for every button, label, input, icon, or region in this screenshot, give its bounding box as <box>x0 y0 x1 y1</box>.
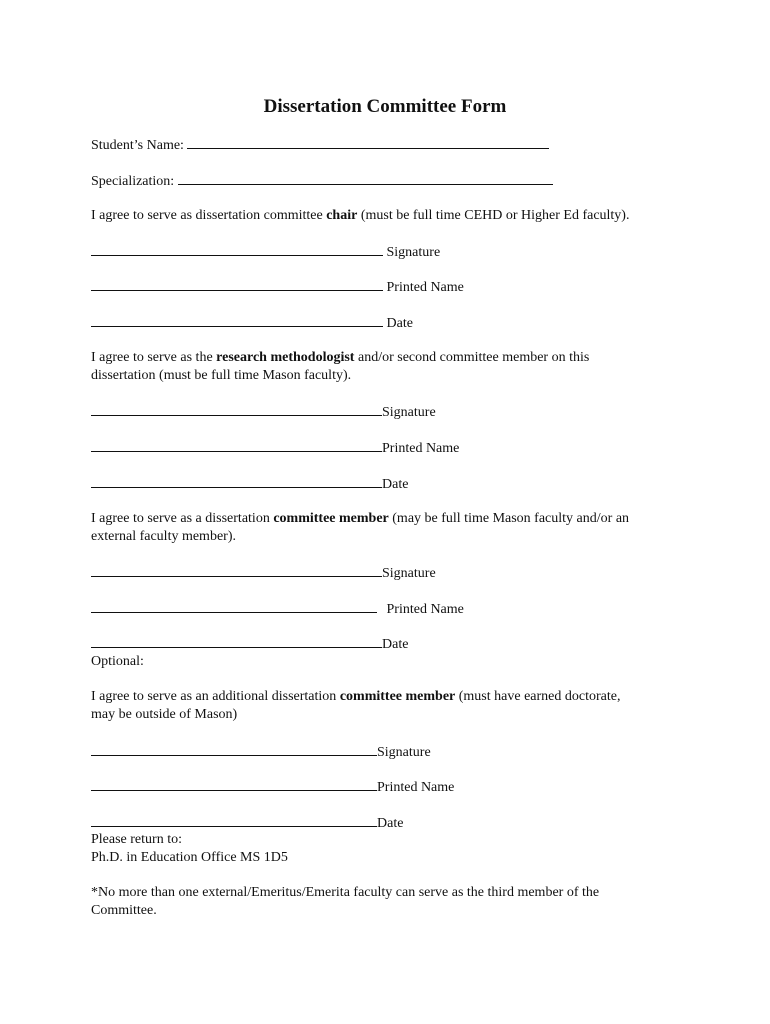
additional-intro <box>91 688 620 706</box>
member-intro-text: I agree to serve as a dissertation <box>91 511 274 526</box>
member-intro-suffix: (may be full time Mason faculty and/or an <box>388 511 630 526</box>
member-printed-name-field[interactable] <box>91 599 377 613</box>
additional-date-label: Date <box>377 816 404 831</box>
specialization-field[interactable] <box>178 171 553 185</box>
student-name-field[interactable] <box>187 135 549 149</box>
methodologist-date-row <box>91 474 408 494</box>
chair-date-field[interactable] <box>91 313 383 327</box>
member-printed-name-row <box>91 599 464 619</box>
chair-signature-label: Signature <box>386 245 441 260</box>
footnote-line2: Committee. <box>91 903 157 918</box>
additional-intro-text: I agree to serve as an additional dissertation <box>91 689 340 704</box>
member-date-label: Date <box>382 637 409 652</box>
footnote-line1: *No more than one external/Emeritus/Emerita faculty can serve as the third member of the <box>91 885 600 900</box>
additional-signature-row <box>91 742 431 762</box>
additional-date-field[interactable] <box>91 813 377 827</box>
member-role: committee member <box>273 511 389 526</box>
methodologist-printed-name-row <box>91 438 459 458</box>
additional-signature-field[interactable] <box>91 742 377 756</box>
additional-date-row <box>91 813 403 833</box>
member-signature-field[interactable] <box>91 563 382 577</box>
member-printed-name-label: Printed Name <box>386 602 464 617</box>
return-office: Ph.D. in Education Office MS 1D5 <box>91 850 288 865</box>
member-date-field[interactable] <box>91 634 382 648</box>
member-signature-row <box>91 563 436 583</box>
additional-signature-label: Signature <box>377 745 431 760</box>
member-date-row <box>91 634 408 654</box>
additional-intro-suffix: (must have earned doctorate, <box>455 689 621 704</box>
student-name-row <box>91 135 549 155</box>
chair-date-row <box>91 313 413 333</box>
methodologist-printed-name-label: Printed Name <box>382 441 460 456</box>
additional-role: committee member <box>339 689 456 704</box>
methodologist-signature-row <box>91 402 436 422</box>
additional-intro-line2: may be outside of Mason) <box>91 707 238 722</box>
methodologist-intro <box>91 349 589 367</box>
chair-signature-field[interactable] <box>91 242 383 256</box>
chair-role: chair <box>326 208 358 223</box>
methodologist-intro-suffix: and/or second committee member on this <box>354 350 590 365</box>
optional-label: Optional: <box>91 654 144 669</box>
methodologist-role: research methodologist <box>216 350 355 365</box>
chair-intro <box>91 207 629 225</box>
methodologist-signature-field[interactable] <box>91 402 382 416</box>
member-signature-label: Signature <box>382 566 436 581</box>
methodologist-signature-label: Signature <box>382 405 436 420</box>
specialization-row <box>91 171 553 191</box>
methodologist-printed-name-field[interactable] <box>91 438 382 452</box>
methodologist-date-label: Date <box>382 477 409 492</box>
chair-intro-text: I agree to serve as dissertation committee <box>91 208 327 223</box>
chair-signature-row <box>91 242 440 262</box>
methodologist-intro-line2: dissertation (must be full time Mason faculty). <box>91 368 352 383</box>
additional-printed-name-label: Printed Name <box>377 780 455 795</box>
student-name-label: Student’s Name: <box>91 138 184 153</box>
specialization-label: Specialization: <box>91 174 175 189</box>
chair-intro-suffix: (must be full time CEHD or Higher Ed faculty). <box>357 208 630 223</box>
additional-printed-name-field[interactable] <box>91 777 377 791</box>
form-title: Dissertation Committee Form <box>263 96 507 117</box>
methodologist-date-field[interactable] <box>91 474 382 488</box>
additional-printed-name-row <box>91 777 454 797</box>
chair-printed-name-field[interactable] <box>91 277 383 291</box>
chair-date-label: Date <box>386 316 413 331</box>
member-intro-line2: external faculty member). <box>91 529 236 544</box>
member-intro <box>91 510 629 528</box>
chair-printed-name-row <box>91 277 464 297</box>
methodologist-intro-text: I agree to serve as the <box>91 350 217 365</box>
chair-printed-name-label: Printed Name <box>386 280 464 295</box>
return-label: Please return to: <box>91 832 182 847</box>
